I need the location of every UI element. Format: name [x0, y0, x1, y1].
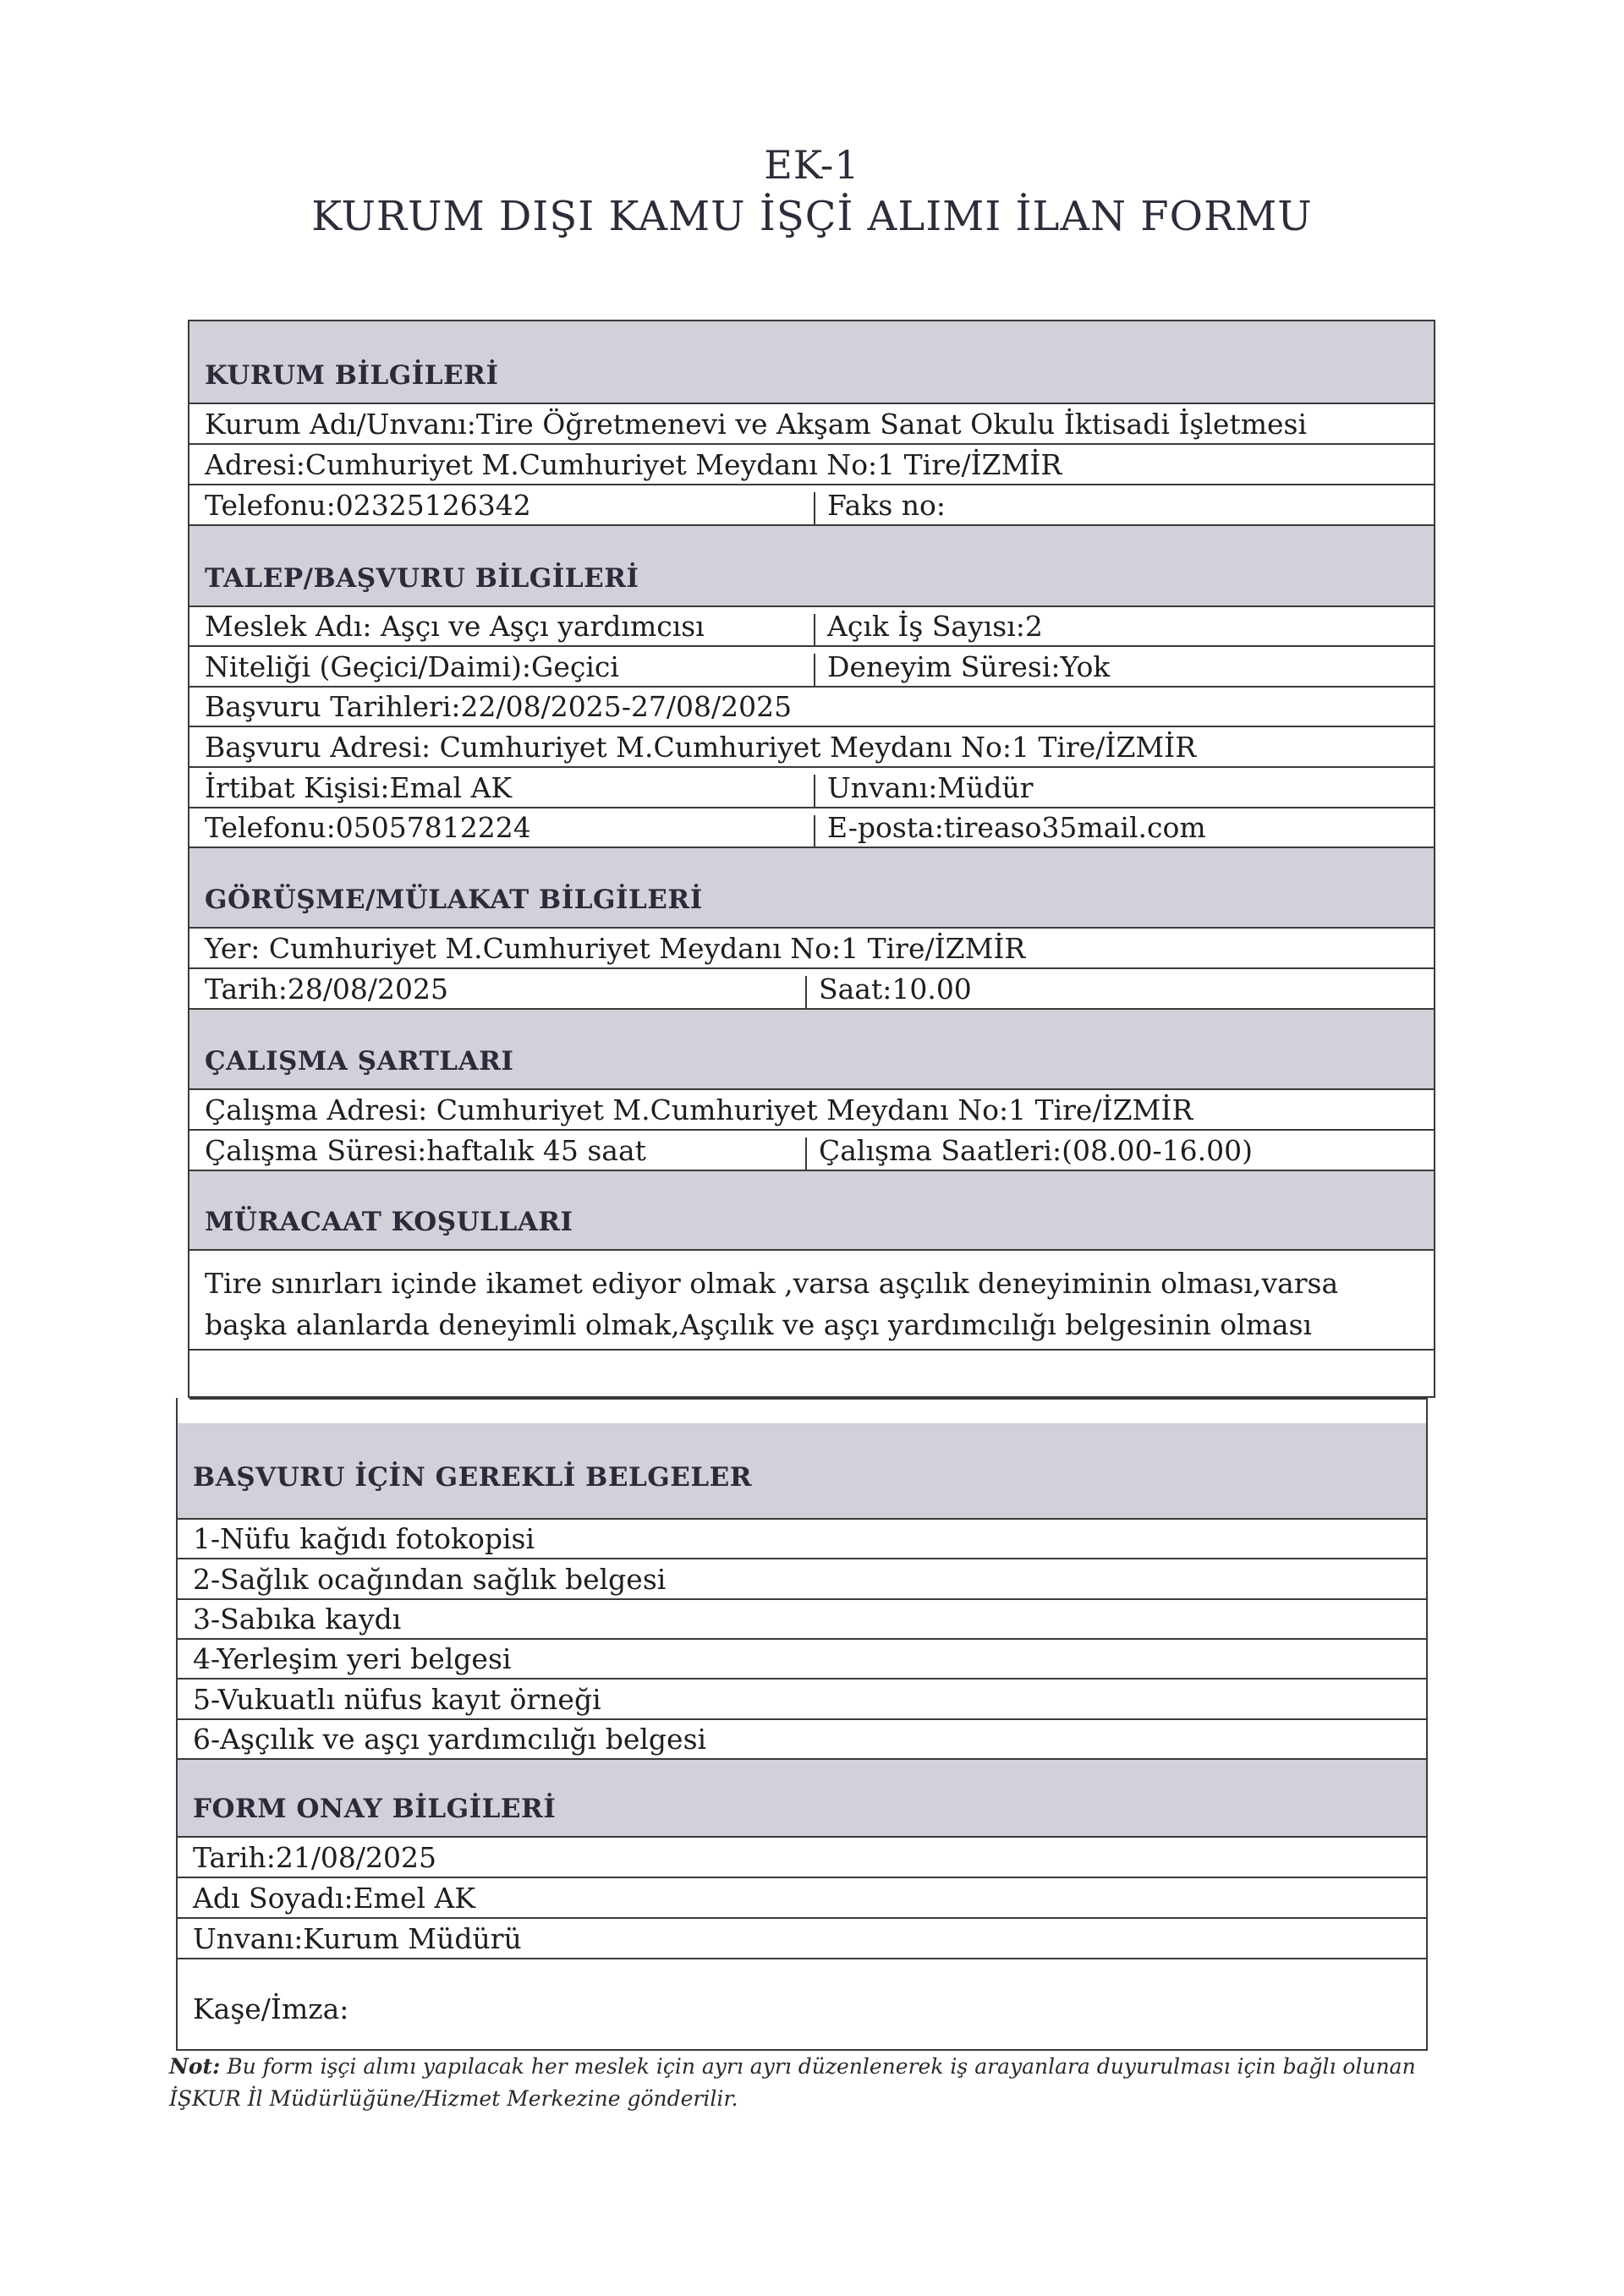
- muracaat-text: [205, 1263, 1425, 1345]
- deneyim-suresi: Deneyim Süresi:Yok: [827, 650, 1111, 683]
- calisma-sure-row: [189, 1131, 1434, 1171]
- meslek-adi: Meslek Adı: Aşçı ve Aşçı yardımcısı: [205, 610, 705, 643]
- note-label: Not:: [169, 2054, 221, 2079]
- belge-row-6: [178, 1720, 1426, 1760]
- page-title: KURUM DIŞI KAMU İŞÇİ ALIMI İLAN FORMU: [311, 193, 1313, 240]
- belgeler-header: [178, 1423, 1426, 1520]
- gorusme-yer-row: [189, 929, 1434, 969]
- footnote: [169, 2051, 1438, 2115]
- calisma-adresi: Çalışma Adresi: Cumhuriyet M.Cumhuriyet Meydanı No:1 Tire/İZMİR: [205, 1093, 1193, 1126]
- calisma-saatleri: Çalışma Saatleri:(08.00-16.00): [819, 1134, 1254, 1167]
- kurum-adi: Kurum Adı/Unvanı:Tire Öğretmenevi ve Akşam Sanat Okulu İktisadi İşletmesi: [205, 408, 1308, 441]
- muracaat-header-label: MÜRACAAT KOŞULLARI: [205, 1207, 573, 1237]
- niteligi: Niteliği (Geçici/Daimi):Geçici: [205, 650, 619, 683]
- kase-imza: Kaşe/İmza:: [193, 1992, 349, 2025]
- basvuru-tarih-row: [189, 688, 1434, 727]
- talep-telefon-row: [189, 808, 1434, 848]
- belge-row-5: [178, 1680, 1426, 1720]
- talep-header: [189, 526, 1434, 607]
- gorusme-header: [189, 848, 1434, 929]
- belge-row-3: [178, 1600, 1426, 1640]
- muracaat-line-2: başka alanlarda deneyimli olmak,Aşçılık ve aşçı yardımcılığı belgesinin olması: [205, 1308, 1313, 1341]
- onay-tarih-row: [178, 1838, 1426, 1878]
- form-lower: [176, 1398, 1428, 2051]
- belge-item: 2-Sağlık ocağından sağlık belgesi: [193, 1563, 667, 1596]
- gorusme-tarih: Tarih:28/08/2025: [205, 973, 449, 1006]
- talep-telefon: Telefonu:05057812224: [205, 811, 531, 844]
- basvuru-adresi: Başvuru Adresi: Cumhuriyet M.Cumhuriyet Meydanı No:1 Tire/İZMİR: [205, 731, 1197, 764]
- onay-adi-soyadi: Adı Soyadı:Emel AK: [193, 1882, 476, 1915]
- kurum-telefon-row: [189, 485, 1434, 526]
- kurum-adres: Adresi:Cumhuriyet M.Cumhuriyet Meydanı No:1 Tire/İZMİR: [205, 448, 1062, 481]
- muracaat-line-1: Tire sınırları içinde ikamet ediyor olmak ,varsa aşçılık deneyiminin olması,varsa: [205, 1267, 1339, 1300]
- onay-adi-row: [178, 1878, 1426, 1919]
- belge-row-4: [178, 1640, 1426, 1680]
- kurum-header: [189, 321, 1434, 404]
- irtibat-unvani: Unvanı:Müdür: [827, 771, 1034, 804]
- calisma-header-label: ÇALIŞMA ŞARTLARI: [205, 1046, 514, 1077]
- kurum-faks: Faks no:: [827, 489, 946, 522]
- onay-kase-row: [178, 1959, 1426, 2049]
- onay-unvani: Unvanı:Kurum Müdürü: [193, 1922, 522, 1955]
- calisma-suresi: Çalışma Süresi:haftalık 45 saat: [205, 1134, 646, 1167]
- gorusme-saat: Saat:10.00: [819, 973, 972, 1006]
- calisma-adres-row: [189, 1090, 1434, 1131]
- calisma-header: [189, 1010, 1434, 1090]
- kurum-header-label: KURUM BİLGİLERİ: [205, 360, 499, 391]
- talep-eposta: E-posta:tireaso35mail.com: [827, 811, 1206, 844]
- kurum-adres-row: [189, 445, 1434, 485]
- kurum-telefon: Telefonu:02325126342: [205, 489, 531, 522]
- onay-tarih: Tarih:21/08/2025: [193, 1841, 437, 1874]
- onay-header-label: FORM ONAY BİLGİLERİ: [193, 1794, 557, 1824]
- muracaat-header: [189, 1171, 1434, 1251]
- belge-row-1: [178, 1520, 1426, 1559]
- muracaat-empty-row: [189, 1351, 1434, 1398]
- onay-unvan-row: [178, 1919, 1426, 1959]
- irtibat-row: [189, 768, 1434, 808]
- belge-item: 5-Vukuatlı nüfus kayıt örneği: [193, 1683, 601, 1716]
- talep-header-label: TALEP/BAŞVURU BİLGİLERİ: [205, 563, 639, 594]
- nitelik-row: [189, 647, 1434, 688]
- basvuru-tarihleri: Başvuru Tarihleri:22/08/2025-27/08/2025: [205, 690, 793, 723]
- belge-item: 4-Yerleşim yeri belgesi: [193, 1642, 512, 1675]
- muracaat-body: [189, 1251, 1434, 1351]
- basvuru-adres-row: [189, 727, 1434, 768]
- gorusme-header-label: GÖRÜŞME/MÜLAKAT BİLGİLERİ: [205, 885, 703, 915]
- gorusme-tarih-row: [189, 969, 1434, 1010]
- belge-item: 1-Nüfu kağıdı fotokopisi: [193, 1522, 535, 1555]
- onay-header: [178, 1760, 1426, 1838]
- acik-is-sayisi: Açık İş Sayısı:2: [827, 610, 1043, 643]
- irtibat-kisisi: İrtibat Kişisi:Emal AK: [205, 771, 513, 804]
- belgeler-header-label: BAŞVURU İÇİN GEREKLİ BELGELER: [193, 1462, 753, 1493]
- meslek-row: [189, 607, 1434, 647]
- form-upper: [188, 320, 1435, 1398]
- note-text: Bu form işçi alımı yapılacak her meslek için ayrı ayrı düzenlenerek iş arayanlara duyurulması için bağlı olunan İŞKUR İl Müdürlüğüne/Hizmet Merkezine gönderilir.: [169, 2054, 1416, 2111]
- form-code: EK-1: [764, 142, 860, 188]
- belge-item: 6-Aşçılık ve aşçı yardımcılığı belgesi: [193, 1723, 707, 1756]
- gorusme-yer: Yer: Cumhuriyet M.Cumhuriyet Meydanı No:1 Tire/İZMİR: [205, 932, 1026, 965]
- belge-item: 3-Sabıka kaydı: [193, 1603, 402, 1636]
- belge-row-2: [178, 1559, 1426, 1600]
- kurum-adi-row: [189, 404, 1434, 445]
